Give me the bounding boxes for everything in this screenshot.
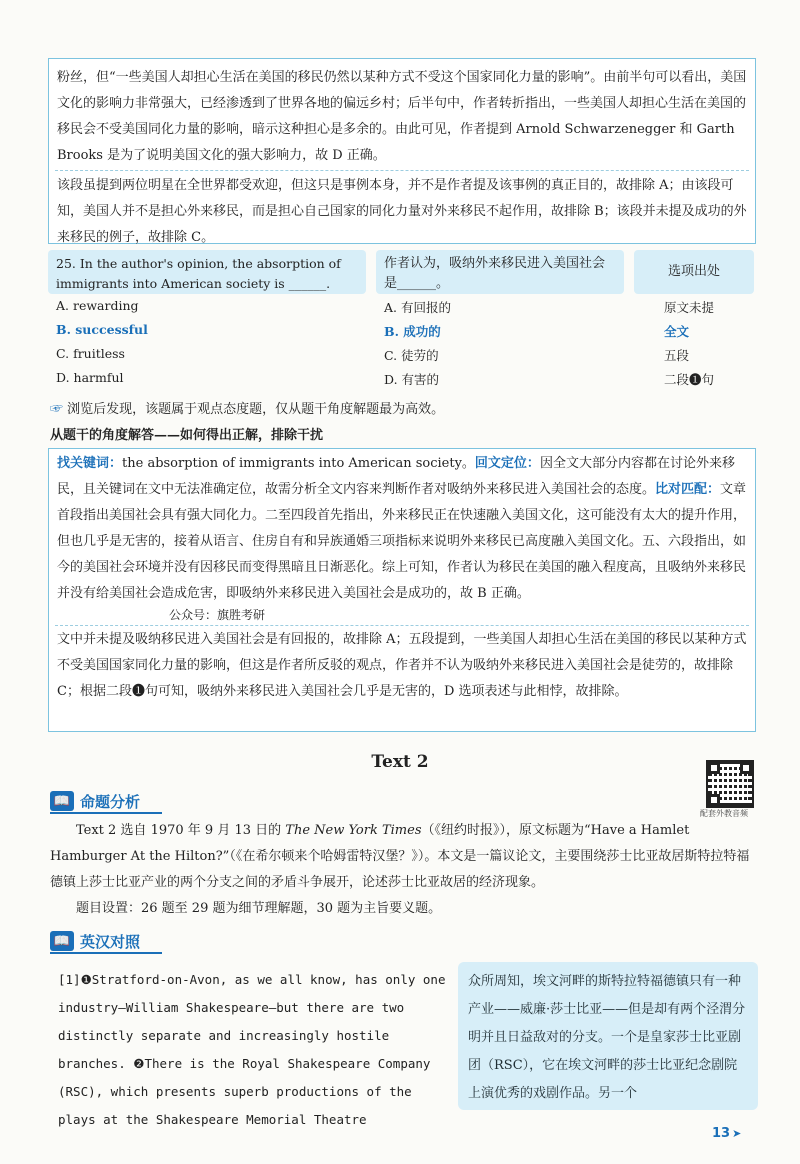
chinese-translation: 众所周知，埃文河畔的斯特拉特福德镇只有一种产业——威廉·莎士比亚——但是却有两个泾渭分明并且日益敌对的分支。一个是皇家莎士比亚剧团（RSC），它在埃文河畔的莎士比亚纪念剧院上演优秀的戏剧作品。另一个	[458, 962, 758, 1110]
divider	[55, 170, 749, 171]
option-en: C. fruitless	[56, 346, 125, 361]
book-icon: 📖	[50, 931, 74, 951]
analysis-box	[48, 448, 756, 732]
english-passage: [1]❶Stratford-on-Avon, as we all know, has only one industry—William Shakespeare—but there are two distinctly separate and increasingly hostile branches. ❷There is the Royal Shakespeare Company (RSC), which presents superb productions of the plays at the Shakespeare Memorial Theatre	[58, 972, 446, 1127]
section-bilingual-heading	[50, 930, 140, 952]
option-en: A. rewarding	[56, 298, 139, 313]
text2-analysis-p1	[50, 818, 756, 896]
page-arrow-icon: ➤	[732, 1127, 742, 1140]
page-number	[712, 1126, 741, 1141]
prev-answer-para2: 该段虽提到两位明星在全世界都受欢迎，但这只是事例本身，并不是作者提及该事例的真正目的，故排除 A；由该段可知，美国人并不是担心外来移民，而是担心自己国家的同化力量对外来移民不起作用，故排除 B；该段并未提及成功的外来移民的例子，故排除 C。	[57, 178, 747, 245]
analysis-p1-a: Text 2 选自 1970 年 9 月 13 日的	[76, 823, 286, 838]
option-source: 五段	[664, 348, 690, 363]
tip-note	[50, 398, 444, 417]
label-keywords: 找关键词：	[57, 456, 123, 471]
option-cn: D. 有害的	[384, 372, 440, 387]
analysis-para2: 文中并未提及吸纳移民进入美国社会是有回报的，故排除 A；五段提到，一些美国人却担心生活在美国的移民以某种方式不受美国国家同化力量的影响，但这是作者所反驳的观点，作者并不认为吸纳外来移民进入美国社会是徒劳的，故排除 C；根据二段❶句可知，吸纳外来移民进入美国社会几乎是无害的，D 选项表述与此相悖，故排除。	[57, 632, 747, 699]
option-en: D. harmful	[56, 370, 124, 385]
question-25-cn	[376, 250, 624, 294]
option-source: 原文未提	[664, 300, 715, 315]
analysis-p1-italic: The New York Times	[285, 823, 422, 838]
page-number-text: 13	[712, 1126, 731, 1141]
text2-title: Text 2	[371, 752, 429, 772]
section-underline	[50, 812, 162, 814]
analysis-p1-b: （《纽约时报》），原文标题为“Have a Hamlet Hamburger At the Hilton?”（《在希尔顿来个哈姆雷特汉堡？》）。本文是一篇议论文，主要围绕莎士比亚故居斯特拉特福德镇上莎士比亚产业的两个分支之间的矛盾斗争展开，论述莎士比亚故居的经济现象。	[50, 823, 750, 890]
option-cn: A. 有回报的	[384, 300, 451, 315]
compare: 文章首段指出美国社会具有强大同化力。二至四段首先指出，外来移民正在快速融入美国文化，这可能没有太大的提升作用，但也几乎是无害的，接着从语言、住房自有和异族通婚三项指标来说明外来移民已高度融入美国文化。五、六段指出，如今的美国社会环境并没有因移民而变得黑暗且日渐恶化。综上可知，作者认为移民在美国的融入程度高，且吸纳外来移民并没有给美国社会造成危害，即吸纳外来移民进入美国社会是成功的，故 B 正确。	[57, 482, 747, 601]
book-icon: 📖	[50, 791, 74, 811]
source-header	[634, 250, 754, 294]
qr-caption: 配套外教音频	[700, 809, 748, 818]
text2-analysis-p2: 题目设置：26 题至 29 题为细节理解题，30 题为主旨要义题。	[76, 901, 442, 916]
option-cn: B. 成功的	[384, 324, 441, 339]
label-locate: 回文定位：	[474, 456, 540, 471]
label-compare: 比对匹配：	[655, 482, 721, 497]
option-source: 全文	[664, 324, 690, 339]
watermark: 公众号：旗胜考研	[169, 608, 266, 622]
hand-pointer-icon: ☞	[50, 402, 64, 417]
source-header-label: 选项出处	[667, 264, 720, 279]
approach-title: 从题干的角度解答——如何得出正解，排除干扰	[50, 428, 324, 443]
prev-answer-para1: 粉丝，但“一些美国人却担心生活在美国的移民仍然以某种方式不受这个国家同化力量的影响”。由前半句可以看出，美国文化的影响力非常强大，已经渗透到了世界各地的偏远乡村；后半句中，作者转折指出，一些美国人却担心生活在美国的移民会不受美国同化力量的影响，暗示这种担心是多余的。由此可见，作者提到 Arnold Schwarzenegger 和 Garth Brooks 是为了说明美国文化的强大影响力，故 D 正确。	[57, 70, 747, 163]
section-underline	[50, 952, 162, 954]
analysis-para1	[57, 451, 747, 607]
option-cn: C. 徒劳的	[384, 348, 439, 363]
locate: 因全文大部分内容都在讨论外来移民，且关键词在文中无法准确定位，故需分析全文内容来判断作者对吸纳外来移民进入美国社会的态度。	[57, 456, 735, 497]
prev-answer-box	[48, 58, 756, 244]
divider	[55, 625, 749, 626]
section-analysis-heading	[50, 790, 140, 812]
question-25-cn-text: 作者认为，吸纳外来移民进入美国社会是______。	[384, 256, 606, 291]
keywords: the absorption of immigrants into American society。	[122, 456, 475, 471]
qr-code[interactable]	[706, 760, 754, 808]
question-25-text: 25. In the author's opinion, the absorption of immigrants into American society is ______.	[56, 256, 341, 291]
section-bilingual-label: 英汉对照	[80, 932, 141, 951]
section-analysis-label: 命题分析	[80, 792, 141, 811]
question-25-en	[48, 250, 366, 294]
tip-note-text: 浏览后发现，该题属于观点态度题，仅从题干角度解题最为高效。	[67, 402, 445, 417]
option-en: B. successful	[56, 322, 148, 337]
option-source: 二段❶句	[664, 372, 715, 387]
